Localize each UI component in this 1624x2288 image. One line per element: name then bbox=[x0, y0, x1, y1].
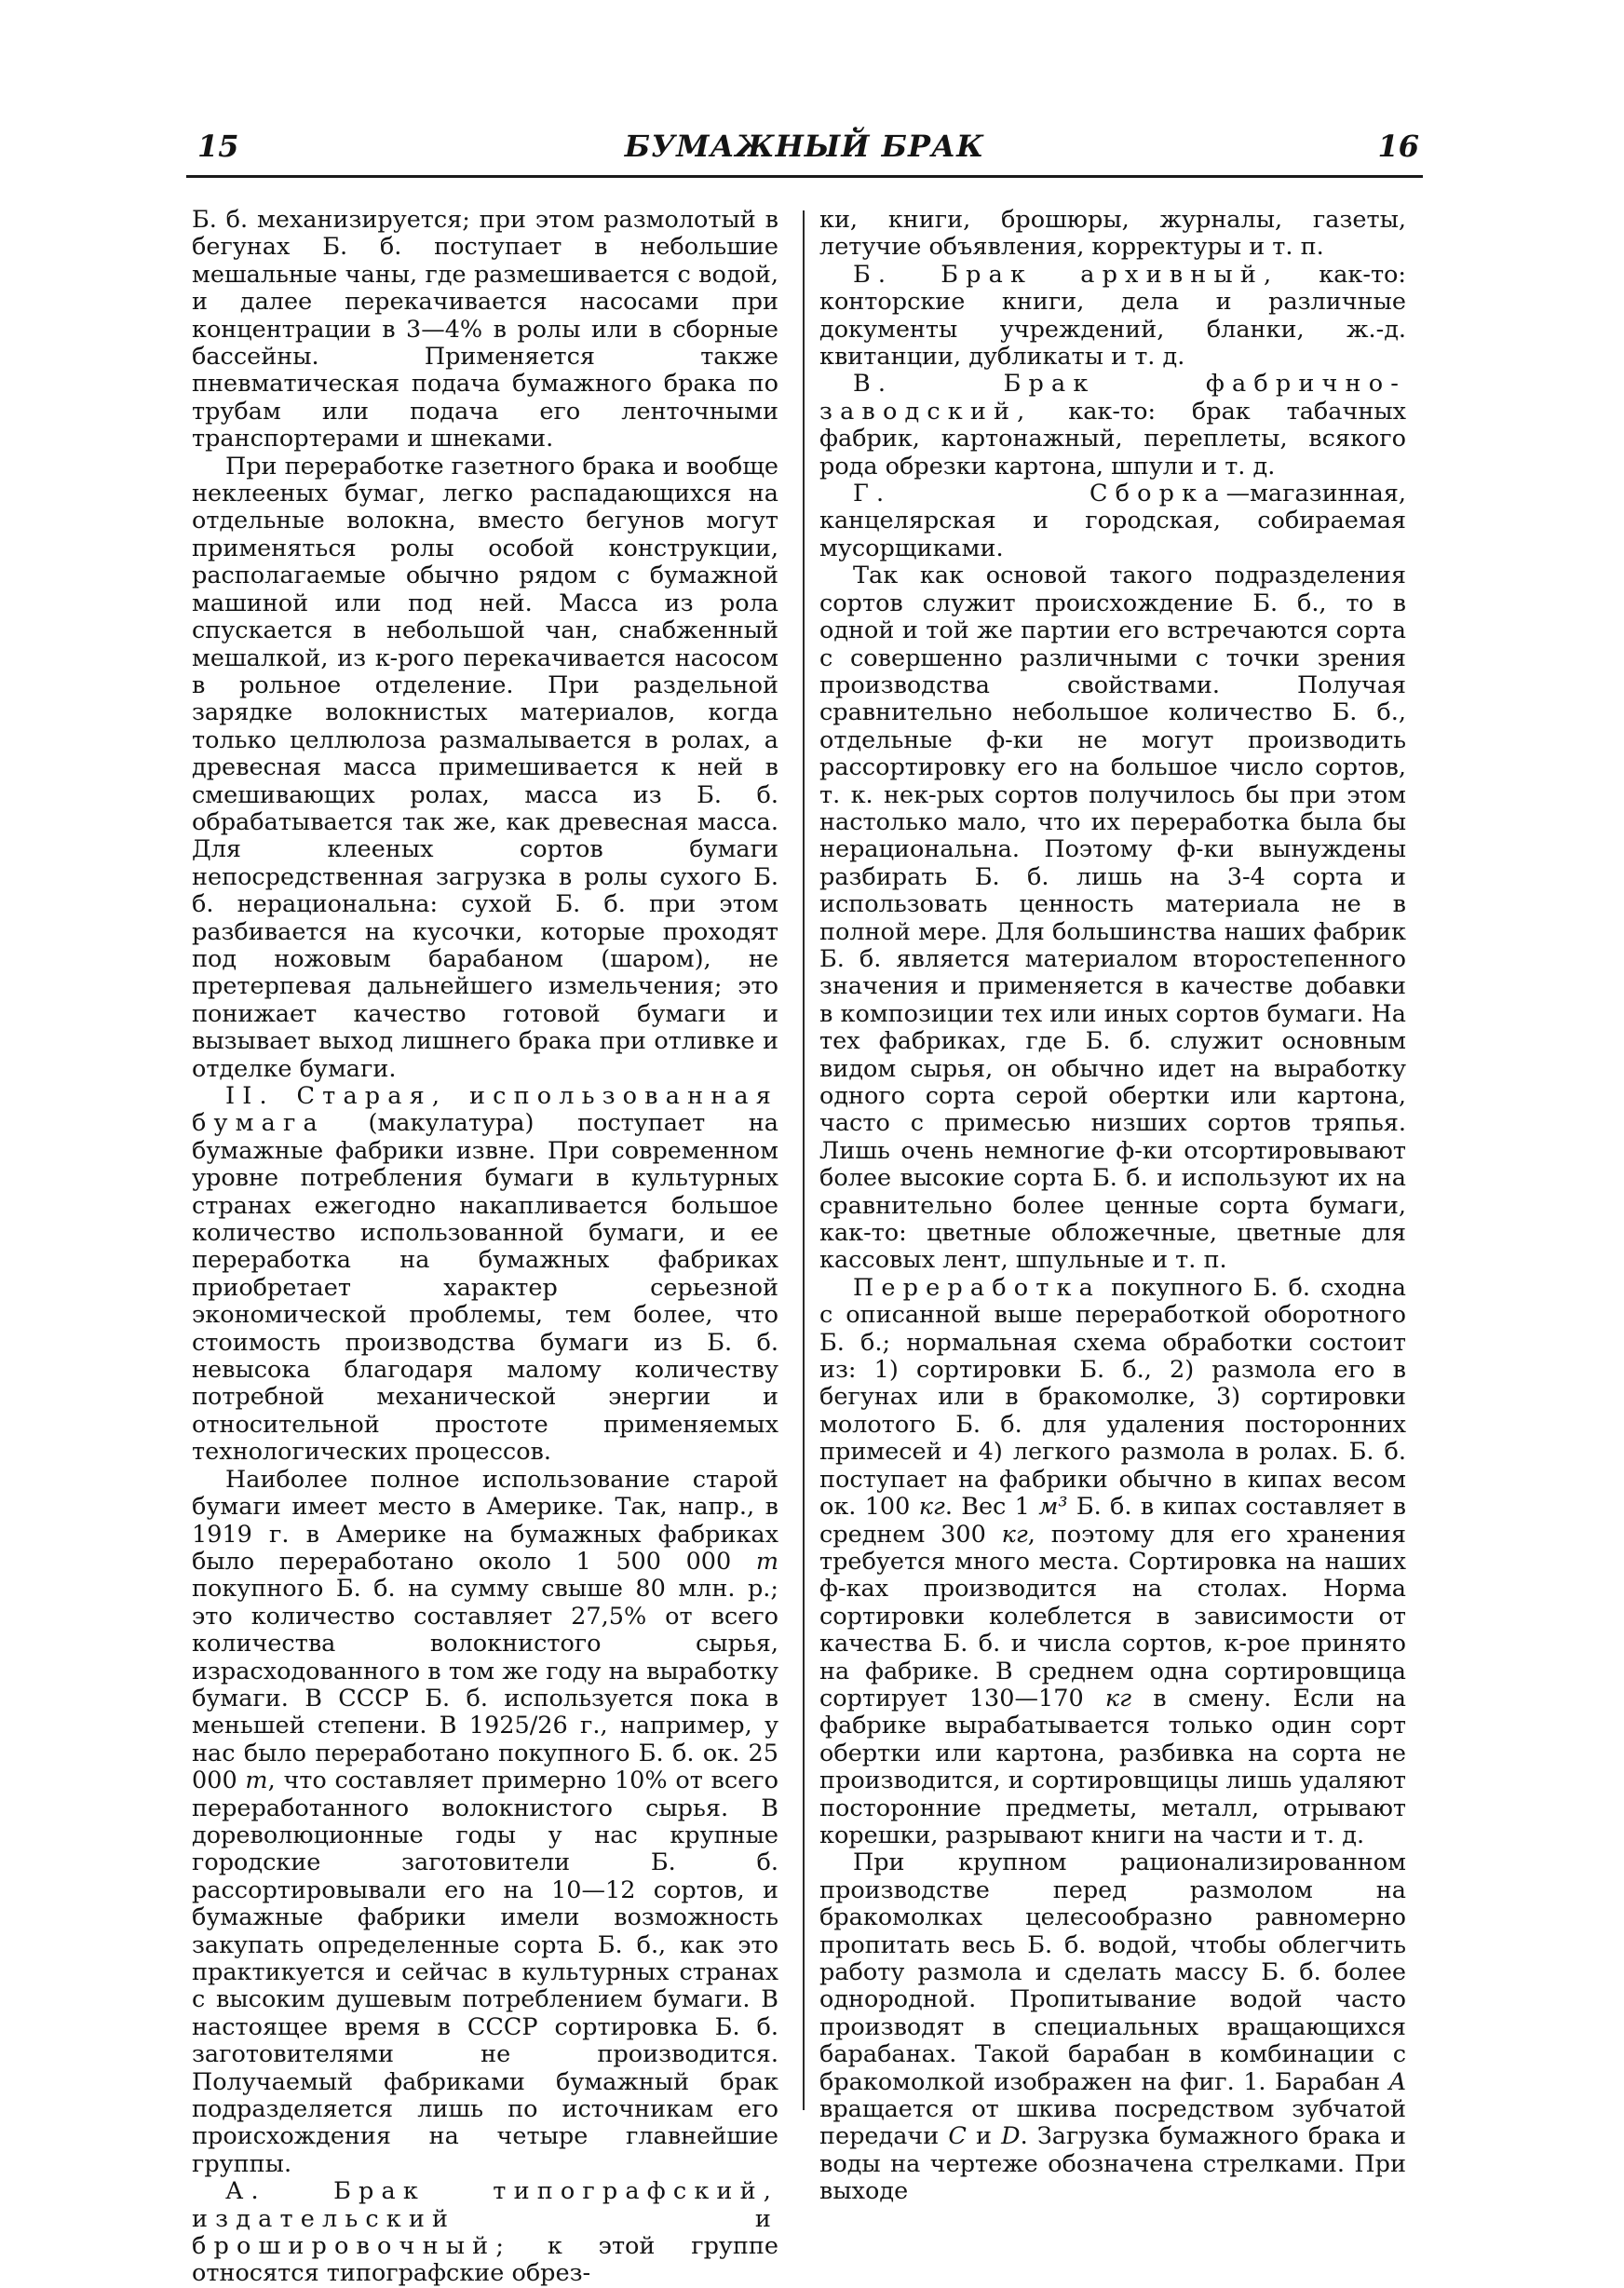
unit: кг bbox=[1001, 1520, 1028, 1549]
unit: т bbox=[755, 1547, 778, 1576]
right-column bbox=[819, 207, 1406, 2206]
unit: т bbox=[245, 1767, 268, 1795]
figure-label: D bbox=[1001, 2122, 1021, 2151]
running-title: БУМАЖНЫЙ БРАК bbox=[624, 129, 985, 164]
page-number-right: 16 bbox=[1377, 129, 1419, 164]
paragraph: А. Брак типографский, издательский и брошировочный; к этой группе относятся типографские обрез- bbox=[192, 2177, 778, 2288]
section-heading: Б. Брак архивный, bbox=[853, 260, 1279, 289]
paragraph: Наиболее полное использование старой бумаги имеет место в Америке. Так, напр., в 1919 г. в Америке на бумажных фабриках было переработано около 1 500 000 т покупного Б. б. на сумму свыше 80 млн. р.; это количество составляет 27,5% от всего количества волокнистого сырья, израсходованного в том же году на выработку бумаги. В СССР Б. б. используется пока в меньшей степени. В 1925/26 г., например, у нас было переработано покупного Б. б. ок. 25 000 т, что составляет примерно 10% от всего переработанного волокнистого сырья. В дореволюционные годы у нас крупные городские заготовители Б. б. рассортировывали его на 10—12 сортов, и бумажные фабрики имели возможность закупать определенные сорта Б. б., как это практикуется и сейчас в культурных странах с высоким душевым потреблением бумаги. В настоящее время в СССР сортировка Б. б. заготовителями не производится. Получаемый фабриками бумажный брак подразделяется лишь по источникам его происхождения на четыре главнейшие группы. bbox=[192, 1465, 779, 2178]
paragraph: Б. Брак архивный, как-то: конторские книги, дела и различные документы учреждений, бланки, ж.-д. квитанции, дубликаты и т. д. bbox=[819, 260, 1406, 372]
paragraph: Переработка покупного Б. б. сходна с описанной выше переработкой оборотного Б. б.; нормальная схема обработки состоит из: 1) сортировки Б. б., 2) размола его в бегунах или в бракомолке, 3) сортировки молотого Б. б. для удаления посторонних примесей и 4) легкого размола в ролах. Б. б. поступает на фабрики обычно в кипах весом ок. 100 кг. Вес 1 м³ Б. б. в кипах составляет в среднем 300 кг, поэтому для его хранения требуется много места. Сортировка на наших ф-ках производится на столах. Норма сортировки колеблется в зависимости от качества Б. б. и числа сортов, к-рое принято на фабрике. В среднем одна сортировщица сортирует 130—170 кг в смену. Если на фабрике вырабатывается только один сорт обертки или картона, разбивка на сорта не производится, и сортировщицы лишь удаляют посторонние предметы, металл, отрывают корешки, разрывают книги на части и т. д. bbox=[819, 1273, 1407, 1849]
unit: кг bbox=[918, 1493, 945, 1522]
paragraph: Б. б. механизируется; при этом размолотый в бегунах Б. б. поступает в небольшие мешальные чаны, где размешивается с водой, и далее перекачивается насосами при концентрации в 3—4% в ролы или в сборные бассейны. Применяется также пневматическая подача бумажного брака по трубам или подача его ленточными транспортерами и шнеками. bbox=[192, 206, 778, 454]
page-number-left: 15 bbox=[197, 129, 239, 164]
section-heading: Переработка bbox=[853, 1273, 1101, 1302]
paragraph: При крупном рационализированном производстве перед размолом на бракомолках целесообразно равномерно пропитать весь Б. б. водой, чтобы облегчить работу размола и сделать массу Б. б. более однородной. Пропитывание водой часто производят в специальных вращающихся барабанах. Такой барабан в комбинации с бракомолкой изображен на фиг. 1. Барабан A вращается от шкива посредством зубчатой передачи C и D. Загрузка бумажного брака и воды на чертеже обозначена стрелками. При выходе bbox=[819, 1848, 1406, 2206]
section-heading: II. Старая, использованная бумага bbox=[192, 1082, 778, 1138]
paragraph: При переработке газетного брака и вообще неклееных бумаг, легко распадающихся на отдельные волокна, вместо бегунов могут применяться ролы особой конструкции, располагаемые обычно рядом с бумажной машиной или под ней. Масса из рола спускается в небольшой чан, снабженный мешалкой, из к-рого перекачивается насосом в рольное отделение. При раздельной зарядке волокнистых материалов, когда только целлюлоза размалывается в ролах, а древесная масса примешивается к ней в смешивающих ролах, масса из Б. б. обрабатывается так же, как древесная масса. Для клееных сортов бумаги непосредственная загрузка в ролы сухого Б. б. нерациональна: сухой Б. б. при этом разбивается на кусочки, которые проходят под ножовым барабаном (шаром), не претерпевая дальнейшего измельчения; это понижает качество готовой бумаги и вызывает выход лишнего брака при отливке и отделке бумаги. bbox=[192, 452, 778, 1083]
paragraph: II. Старая, использованная бумага (макулатура) поступает на бумажные фабрики извне. При современном уровне потребления бумаги в культурных странах ежегодно накапливается большое количество использованной бумаги, и ее переработка на бумажных фабриках приобретает характер серьезной экономической проблемы, тем более, что стоимость производства бумаги из Б. б. невысока благодаря малому количеству потребной механической энергии и относительной простоте применяемых технологических процессов. bbox=[192, 1082, 778, 1467]
unit: кг bbox=[1104, 1684, 1132, 1713]
figure-label: C bbox=[948, 2122, 967, 2151]
section-heading: Г. Сборка bbox=[853, 480, 1226, 508]
running-header bbox=[186, 121, 1423, 178]
section-heading: А. Брак типографский, издательский и брошировочный; bbox=[192, 2177, 778, 2261]
figure-label: A bbox=[1388, 2067, 1406, 2096]
paragraph: ки, книги, брошюры, журналы, газеты, летучие объявления, корректуры и т. п. bbox=[819, 206, 1406, 262]
column-divider bbox=[803, 210, 805, 2110]
paragraph: В. Брак фабрично-заводский, как-то: брак табачных фабрик, картонажный, переплеты, всякого рода обрезки картона, шпули и т. д. bbox=[819, 370, 1406, 481]
left-column bbox=[192, 207, 778, 2288]
paragraph: Так как основой такого подразделения сортов служит происхождение Б. б., то в одной и той же партии его встречаются сорта с совершенно различными с точки зрения производства свойствами. Получая сравнительно небольшое количество Б. б., отдельные ф-ки не могут производить рассортировку его на большое число сортов, т. к. нек-рых сортов получилось бы при этом настолько мало, что их переработка была бы нерациональна. Поэтому ф-ки вынуждены разбирать Б. б. лишь на 3-4 сорта и использовать ценность материала не в полной мере. Для большинства наших фабрик Б. б. является материалом второстепенного значения и применяется в качестве добавки в композиции тех или иных сортов бумаги. На тех фабриках, где Б. б. служит основным видом сырья, он обычно идет на выработку одного сорта серой обертки или картона, часто с примесью низших сортов тряпья. Лишь очень немногие ф-ки отсортировывают более высокие сорта Б. б. и используют их на сравнительно более ценные сорта бумаги, как-то: цветные обложечные, цветные для кассовых лент, шпульные и т. п. bbox=[819, 562, 1406, 1275]
paragraph: Г. Сборка—магазинная, канцелярская и городская, собираемая мусорщиками. bbox=[819, 480, 1406, 562]
unit: м³ bbox=[1038, 1493, 1068, 1522]
section-heading: В. Брак фабрично-заводский, bbox=[819, 370, 1406, 426]
